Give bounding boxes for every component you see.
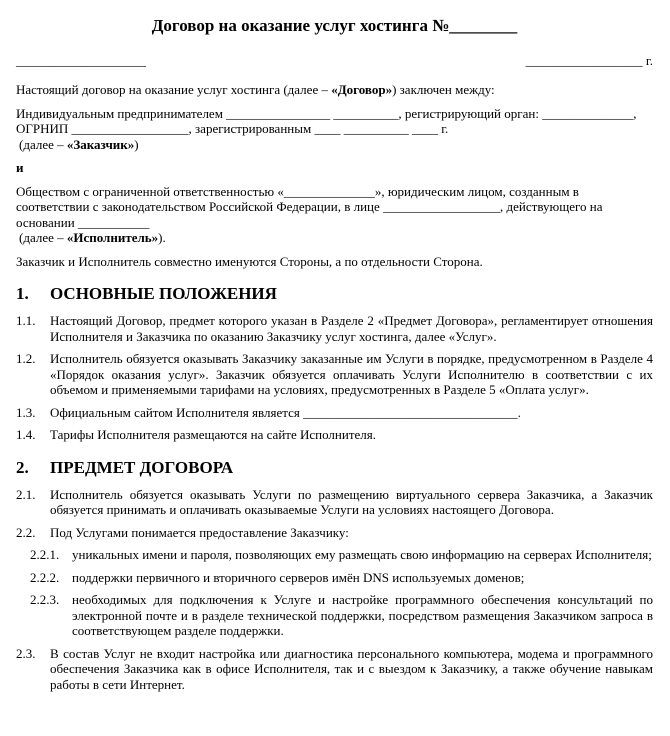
list-item (16, 351, 653, 398)
list-item (16, 525, 653, 541)
item-text: Тарифы Исполнителя размещаются на сайте Исполнителя. (50, 427, 376, 442)
item-text: уникальных имени и пароля, позволяющих ему размещать свою информацию на серверах Исполнителя; (72, 547, 652, 562)
list-item (16, 405, 653, 421)
provider-alias-term: «Исполнитель» (66, 230, 159, 245)
list-item (16, 487, 653, 518)
section-number: 2. (16, 457, 29, 477)
item-number: 2.2. (16, 524, 36, 540)
paragraph-customer (16, 106, 653, 153)
item-text: Под Услугами понимается предоставление Заказчику: (50, 524, 349, 540)
provider-alias (16, 230, 653, 246)
item-number: 1.2. (16, 351, 36, 366)
customer-alias-post: ) (134, 136, 139, 152)
section-heading-2 (16, 458, 653, 478)
item-text: Исполнитель обязуется оказывать Заказчику заказанные им Услуги в порядке, предусмотренном в Разделе 4 «Порядок оказания услуг». Заказчик обязуется оплачивать Услуги Исполнителю в соответствии с их объемом и применяемыми тарифами на условиях, предусмотренных в Разделе 5 «Оплата услуг». (50, 351, 653, 397)
item-number: 1.1. (16, 313, 36, 328)
provider-alias-pre: (далее – (19, 230, 67, 245)
item-number: 2.2.2. (30, 569, 60, 585)
item-text: Официальным сайтом Исполнителя является _________________________________. (50, 404, 521, 420)
item-text: В состав Услуг не входит настройка или диагностика персонального компьютера, модема и программного обеспечения Заказчика как в офисе Исполнителя, так и с выездом к Заказчику, а также обучение навыкам работы в сети Интернет. (50, 645, 653, 692)
conjunction-and: и (16, 160, 24, 175)
list-item (16, 646, 653, 693)
customer-alias-pre: (далее – (19, 136, 67, 152)
paragraph-opening (16, 82, 653, 98)
section-number: 1. (16, 284, 29, 303)
list-subitem (30, 547, 653, 563)
paragraph-parties: Заказчик и Исполнитель совместно именуются Стороны, а по отдельности Сторона. (16, 253, 483, 269)
item-number: 2.2.1. (30, 547, 60, 562)
item-text: необходимых для подключения к Услуге и настройке программного обеспечения консультаций по электронной почте и в разделе технической поддержки, посредством размещения Заказчиком запроса в соответствующем разделе поддержки. (72, 592, 653, 638)
section-heading-1 (16, 284, 653, 304)
date-blank-left: ____________________ (16, 53, 146, 68)
item-text: Настоящий Договор, предмет которого указан в Разделе 2 «Предмет Договора», регламентирует отношения Исполнителя и Заказчика по оказанию Заказчику услуг хостинга, далее «Услуг». (50, 313, 653, 344)
item-number: 1.3. (16, 404, 36, 420)
item-text: поддержки первичного и вторичного серверов имён DNS используемых доменов; (72, 569, 525, 585)
paragraph-provider (16, 184, 653, 246)
item-number: 2.3. (16, 645, 36, 661)
list-item (16, 313, 653, 344)
item-number: 1.4. (16, 427, 36, 442)
item-number: 2.1. (16, 486, 36, 502)
item-number: 2.2.3. (30, 592, 60, 607)
list-subitem (30, 570, 653, 586)
date-blank-right: __________________ г. (525, 53, 653, 68)
date-row (16, 53, 653, 69)
opening-term: «Договор» (331, 82, 393, 97)
section-title: ПРЕДМЕТ ДОГОВОРА (50, 457, 234, 477)
opening-text-end: ) заключен между: (392, 82, 495, 97)
customer-alias (16, 137, 653, 153)
doc-title: Договор на оказание услуг хостинга №________ (151, 16, 518, 35)
list-subitem (30, 592, 653, 639)
item-text: Исполнитель обязуется оказывать Услуги по размещению виртуального сервера Заказчика, а Заказчик обязуется принимать и оплачивать оказываемые Услуги на условиях настоящего Договора. (50, 486, 653, 517)
customer-alias-term: «Заказчик» (66, 136, 135, 152)
opening-text: Настоящий договор на оказание услуг хостинга (далее – (16, 82, 332, 97)
customer-text: Индивидуальным предпринимателем ________________ __________, регистрирующий орган: ______________, ОГРНИП __________________, зарегистрированным ____ __________ ____ г. (16, 105, 637, 136)
provider-text: Обществом с ограниченной ответственностью «______________», юридическим лицом, созданным в соответствии с законодательством Российской Федерации, в лице __________________, действующего на основании ___________ (16, 183, 603, 230)
section-title: ОСНОВНЫЕ ПОЛОЖЕНИЯ (50, 284, 277, 303)
list-item (16, 427, 653, 443)
provider-alias-post: ). (158, 230, 166, 245)
